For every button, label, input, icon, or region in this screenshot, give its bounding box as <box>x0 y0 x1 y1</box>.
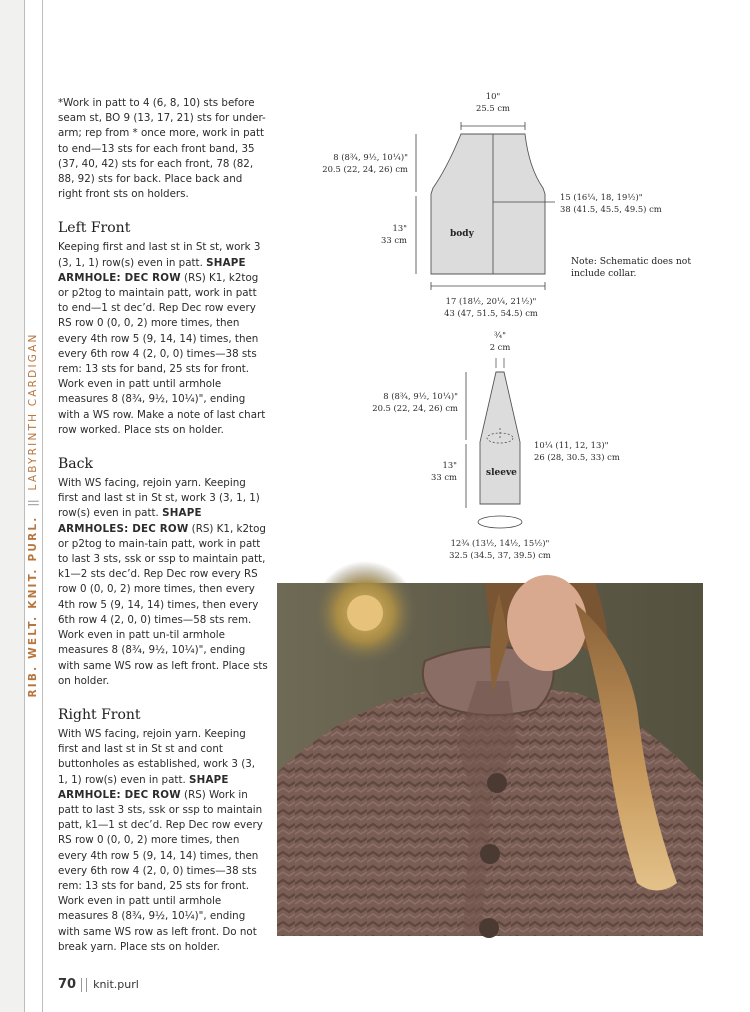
left-front-heading: Left Front <box>58 220 131 237</box>
back-bold: SHAPE ARMHOLES: DEC ROW <box>58 507 202 535</box>
sleeve-label: sleeve <box>486 468 517 478</box>
sidebar-separator: || <box>27 499 39 507</box>
sleeve-cuff-circ <box>478 516 522 528</box>
body-width-in: 17 (18½, 20¼, 21½)" <box>445 296 537 306</box>
body-armhole-cm: 20.5 (22, 24, 26) cm <box>322 164 408 174</box>
face <box>507 575 587 671</box>
sleeve-top-cm: 2 cm <box>489 342 511 352</box>
body-top-in: 10" <box>485 91 501 101</box>
body-length-cm: 33 cm <box>381 235 407 245</box>
right-front-bold: SHAPE ARMHOLE: DEC ROW <box>58 773 229 801</box>
cardigan-photo-art <box>277 583 703 936</box>
back-text1: With WS facing, rejoin yarn. Keeping first and last st in St st, work 3 (3, 1, 1) row(s) even in patt. <box>58 477 260 520</box>
edge-rule <box>24 0 25 1012</box>
sleeve-length-cm: 33 cm <box>431 472 457 482</box>
sidebar-title <box>27 332 39 698</box>
right-front-text1: With WS facing, rejoin yarn. Keeping first and last st in St st and cont buttonholes as established, work 3 (3, 1, 1) row(s) even in patt. <box>58 727 256 786</box>
right-front-heading: Right Front <box>58 706 141 723</box>
body-length-in: 13" <box>392 223 407 233</box>
sleeve-schematic <box>372 328 640 568</box>
body-side-in: 15 (16¼, 18, 19½)" <box>560 192 643 202</box>
body-label: body <box>450 229 474 239</box>
body-width-cm: 43 (47, 51.5, 54.5) cm <box>444 308 538 318</box>
body-shape <box>431 134 545 274</box>
sleeve-cuff-cm: 32.5 (34.5, 37, 39.5) cm <box>449 550 551 560</box>
page-footer <box>58 977 139 992</box>
cardigan-photo <box>277 583 703 936</box>
left-front-bold: SHAPE ARMHOLE: DEC ROW <box>58 256 246 284</box>
sleeve-length-in: 13" <box>442 460 457 470</box>
sidebar-rule <box>42 0 43 1012</box>
sleeve-top-in: ¾" <box>494 330 506 340</box>
sleeve-upper-cm: 26 (28, 30.5, 33) cm <box>534 452 620 462</box>
button-3 <box>479 918 499 938</box>
sleeve-upper-in: 10¼ (11, 12, 13)" <box>534 440 609 450</box>
left-front-text2: (RS) K1, k2tog or p2tog to maintain patt, work in patt to end—1 st dec’d. Rep Dec row every RS row 0 (0, 0, 2) more times, then every 4th row 5 (9, 14, 14) times, then every 6th row 4 (2, 0, 0) times—38 sts rem: 13 sts for band, 25 sts for front. Work even in patt until armhole measures 8 (8¾, 9½, 10¼)", ending with a WS row. Make a note of last chart row worked. Place sts on holder. <box>58 271 266 436</box>
sleeve-cap-in: 8 (8¾, 9½, 10¼)" <box>383 391 458 401</box>
body-top-cm: 25.5 cm <box>476 103 510 113</box>
sidebar-part1: RIB. WELT. KNIT. PURL. <box>27 515 39 698</box>
left-front-text <box>58 240 268 438</box>
sleeve-cuff-in: 12¾ (13½, 14½, 15½)" <box>450 538 550 548</box>
body-schematic <box>300 86 680 326</box>
back-text2: (RS) K1, k2tog or p2tog to main-tain patt, work in patt to last 3 sts, ssk or ssp to maintain patt, k1—2 sts dec’d. Rep Dec row every RS row 0 (0, 0, 2) more times, then every 4th row 5 (9, 14, 14) times, then every 6th row 4 (2, 0, 0) times—58 sts rem. Work even in patt un-til armhole measures 8 (8¾, 9½, 10¼)", ending with same WS row as left front. Place sts on holder. <box>58 522 268 687</box>
sidebar-part2: LABYRINTH CARDIGAN <box>27 332 39 491</box>
instructions-column <box>58 96 268 955</box>
back-heading: Back <box>58 456 93 473</box>
intro-text: *Work in patt to 4 (6, 8, 10) sts before seam st, BO 9 (13, 17, 21) sts for under-arm; rep from * once more, work in patt to end—13 sts for each front band, 35 (37, 40, 42) sts for each front, 78 (82, 88, 92) sts for back. Place back and right front sts on holders. <box>58 97 266 201</box>
footer-divider <box>81 978 87 992</box>
button-1 <box>487 773 507 793</box>
page-edge <box>0 0 24 1012</box>
back-text <box>58 476 268 689</box>
body-armhole-in: 8 (8¾, 9½, 10¼)" <box>333 152 408 162</box>
left-front-text1: Keeping first and last st in St st, work 3 (3, 1, 1) row(s) even in patt. <box>58 241 261 269</box>
schematic-note: Note: Schematic does not include collar. <box>571 256 692 279</box>
right-front-text2: (RS) Work in patt to last 3 sts, ssk or ssp to maintain patt, k1—1 st dec’d. Rep Dec row every RS row 0 (0, 0, 2) more times, then every 4th row 5 (9, 14, 14) times, then every 6th row 4 (2, 0, 0) times—38 sts rem: 13 sts for band, 25 sts for front. Work even in patt until armhole measures 8 (8¾, 9½, 10¼)", ending with same WS row as left front. Do not break yarn. Place sts on holder. <box>58 788 263 953</box>
button-2 <box>480 844 500 864</box>
sleeve-cap-cm: 20.5 (22, 24, 26) cm <box>372 403 458 413</box>
page-number: 70 <box>58 977 77 992</box>
right-front-text <box>58 727 268 955</box>
lamp-center <box>347 595 383 631</box>
body-side-cm: 38 (41.5, 45.5, 49.5) cm <box>560 204 662 214</box>
footer-brand: knit.purl <box>93 978 139 991</box>
